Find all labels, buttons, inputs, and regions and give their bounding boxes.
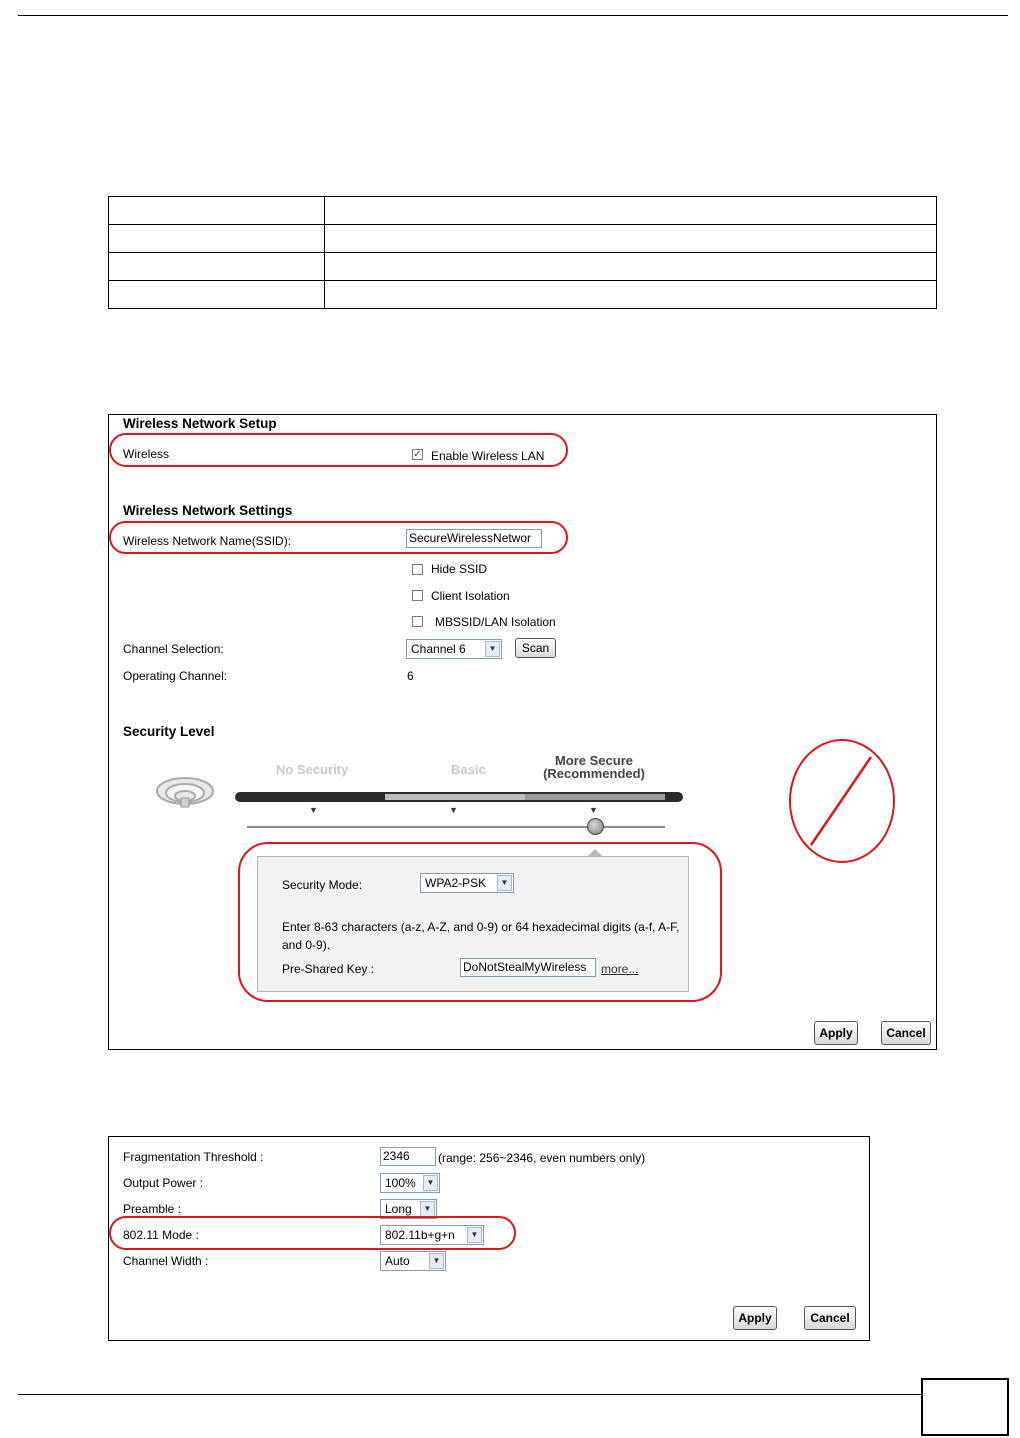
advanced-settings-screenshot	[108, 1136, 870, 1341]
ssid-label: Wireless Network Name(SSID):	[123, 534, 292, 548]
channel-width-label: Channel Width :	[123, 1254, 209, 1268]
marker-more-secure-icon: ▼	[589, 805, 598, 815]
wireless-label: Wireless	[123, 447, 170, 461]
security-bar-secure-segment	[525, 794, 665, 800]
highlight-oval-ssid	[109, 521, 568, 554]
highlight-oval-wireless	[109, 433, 568, 467]
operating-channel-value: 6	[407, 669, 414, 683]
more-link[interactable]: more...	[601, 962, 639, 976]
frag-threshold-label: Fragmentation Threshold :	[123, 1150, 264, 1164]
output-power-value: 100%	[385, 1176, 416, 1190]
wireless-setup-heading: Wireless Network Setup	[123, 416, 277, 431]
highlight-oval-security-mode	[238, 842, 722, 1002]
psk-label: Pre-Shared Key :	[282, 962, 375, 976]
enable-wireless-label: Enable Wireless LAN	[431, 449, 545, 463]
chevron-down-icon: ▼	[420, 1201, 435, 1217]
client-isolation-label: Client Isolation	[431, 589, 510, 603]
frag-threshold-range: (range: 256~2346, even numbers only)	[438, 1151, 646, 1165]
header-rule	[18, 15, 1008, 16]
marker-basic-icon: ▼	[449, 805, 458, 815]
marker-no-security-icon: ▼	[309, 805, 318, 815]
mode-80211-label: 802.11 Mode :	[123, 1228, 199, 1242]
ssid-input[interactable]: SecureWirelessNetwor	[406, 529, 542, 548]
apply-button[interactable]: Apply	[814, 1021, 858, 1045]
mode-80211-value: 802.11b+g+n	[385, 1228, 455, 1242]
table-row	[109, 197, 937, 225]
frag-threshold-input[interactable]: 2346	[380, 1147, 436, 1166]
table-row	[109, 281, 937, 309]
annotation-slash	[789, 739, 895, 863]
security-mode-label: Security Mode:	[282, 878, 363, 892]
client-isolation-checkbox[interactable]	[412, 590, 423, 601]
chevron-down-icon: ▼	[429, 1253, 444, 1269]
table-row	[109, 253, 937, 281]
channel-width-value: Auto	[385, 1254, 410, 1268]
channel-select-value: Channel 6	[411, 642, 466, 656]
footer-rule	[18, 1394, 921, 1395]
level-no-security[interactable]: No Security	[276, 762, 349, 777]
output-power-label: Output Power :	[123, 1176, 204, 1190]
output-power-select[interactable]	[380, 1173, 440, 1193]
highlight-oval-80211-mode	[109, 1216, 516, 1250]
operating-channel-label: Operating Channel:	[123, 669, 228, 683]
security-bar	[235, 792, 683, 802]
spec-table	[108, 196, 937, 309]
scan-button[interactable]: Scan	[515, 638, 556, 658]
preamble-value: Long	[385, 1202, 412, 1216]
security-bar-basic-segment	[385, 794, 525, 800]
preamble-label: Preamble :	[123, 1202, 182, 1216]
wireless-settings-screenshot	[108, 414, 937, 1050]
wireless-settings-heading: Wireless Network Settings	[123, 503, 293, 518]
mbssid-isolation-label: MBSSID/LAN Isolation	[435, 615, 556, 629]
security-mode-value: WPA2-PSK	[425, 876, 487, 890]
psk-input[interactable]: DoNotStealMyWireless	[460, 958, 596, 977]
table-row	[109, 225, 937, 253]
hide-ssid-label: Hide SSID	[431, 562, 488, 576]
security-slider-handle[interactable]	[587, 818, 604, 835]
cancel-button-advanced[interactable]: Cancel	[804, 1306, 856, 1330]
chevron-down-icon: ▼	[497, 875, 512, 891]
psk-hint: Enter 8-63 characters (a-z, A-Z, and 0-9) or 64 hexadecimal digits (a-f, A-F, and 0-9).	[282, 920, 680, 952]
chevron-down-icon: ▼	[467, 1227, 482, 1243]
mbssid-isolation-checkbox[interactable]	[412, 616, 423, 627]
channel-select[interactable]	[406, 639, 502, 659]
level-more-secure[interactable]: More Secure (Recommended)	[543, 753, 645, 781]
level-basic[interactable]: Basic	[451, 762, 486, 777]
chevron-down-icon: ▼	[485, 641, 500, 657]
chevron-down-icon: ▼	[423, 1175, 438, 1191]
channel-width-select[interactable]	[380, 1251, 446, 1271]
page-number-box	[921, 1378, 1009, 1436]
wifi-icon	[153, 769, 217, 815]
enable-wireless-checkbox[interactable]: ✓	[413, 449, 422, 460]
apply-button-advanced[interactable]: Apply	[733, 1306, 777, 1330]
hide-ssid-checkbox[interactable]	[412, 564, 423, 575]
cancel-button[interactable]: Cancel	[881, 1021, 931, 1045]
security-level-heading: Security Level	[123, 724, 215, 739]
channel-selection-label: Channel Selection:	[123, 642, 224, 656]
